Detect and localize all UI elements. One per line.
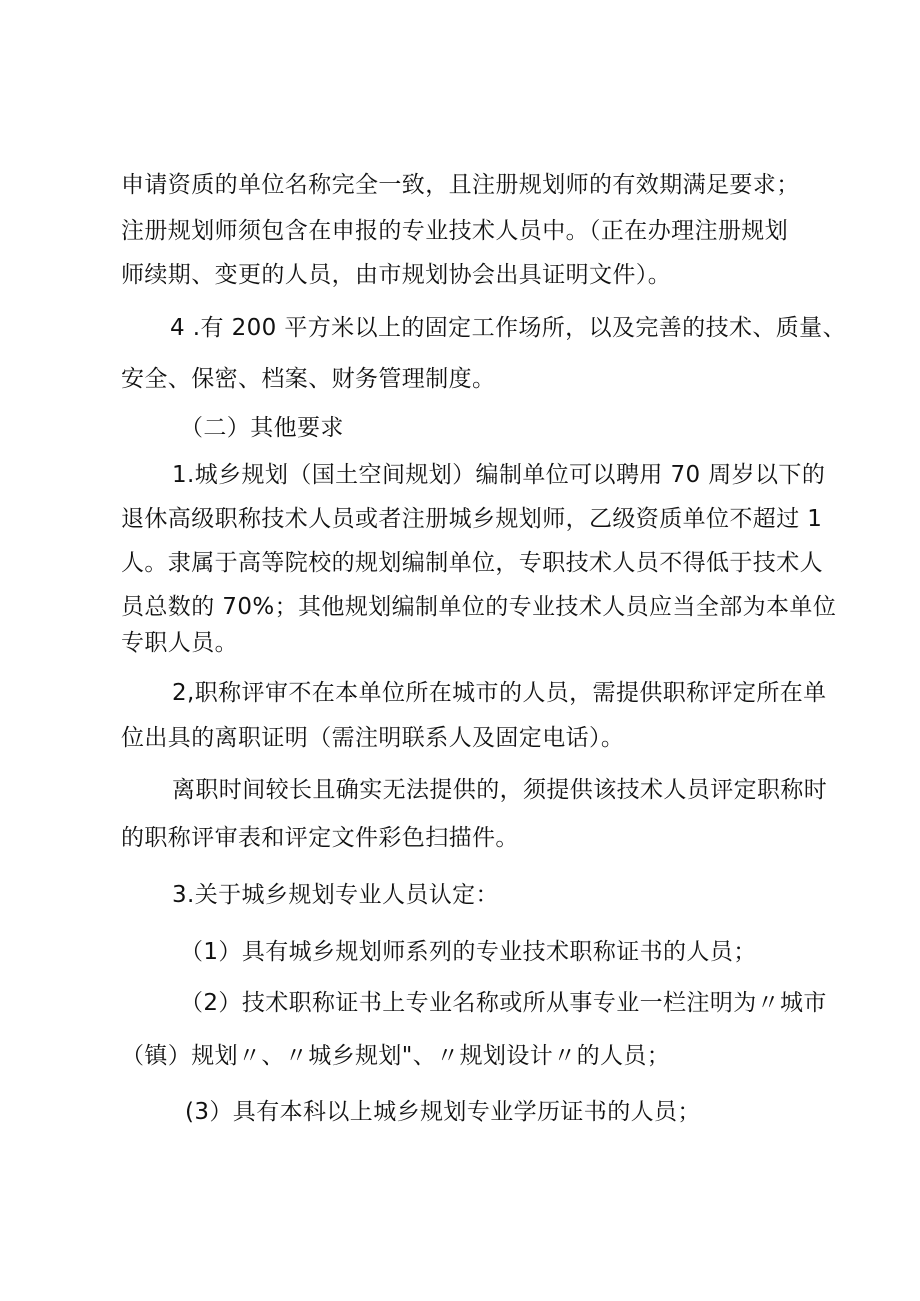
text-line: 1.城乡规划（国土空间规划）编制单位可以聘用 70 周岁以下的 bbox=[172, 462, 826, 488]
list-item: （2）技术职称证书上专业名称或所从事专业一栏注明为〃城市 bbox=[180, 990, 827, 1016]
text-line: 退休高级职称技术人员或者注册城乡规划师，乙级资质单位不超过 1 bbox=[121, 506, 823, 532]
text-line: 3.关于城乡规划专业人员认定： bbox=[172, 882, 499, 908]
text-line: 位出具的离职证明（需注明联系人及固定电话）。 bbox=[121, 725, 625, 751]
text-line: 的职称评审表和评定文件彩色扫描件。 bbox=[121, 825, 519, 851]
text-line: 4 .有 200 平方米以上的固定工作场所，以及完善的技术、质量、 bbox=[170, 315, 846, 341]
text-line: 安全、保密、档案、财务管理制度。 bbox=[121, 366, 496, 392]
list-item: (3）具有本科以上城乡规划专业学历证书的人员； bbox=[185, 1099, 701, 1125]
text-line: 师续期、变更的人员，由市规划协会出具证明文件）。 bbox=[121, 262, 672, 288]
text-line: 员总数的 70%；其他规划编制单位的专业技术人员应当全部为本单位 bbox=[121, 594, 837, 620]
text-line: 2,职称评审不在本单位所在城市的人员，需提供职称评定所在单 bbox=[172, 680, 827, 706]
text-line: 离职时间较长且确实无法提供的，须提供该技术人员评定职称时 bbox=[172, 777, 828, 803]
text-line: 申请资质的单位名称完全一致，且注册规划师的有效期满足要求； bbox=[121, 172, 800, 198]
list-item: （1）具有城乡规划师系列的专业技术职称证书的人员； bbox=[180, 939, 757, 965]
text-line: 人。隶属于高等院校的规划编制单位，专职技术人员不得低于技术人 bbox=[121, 550, 823, 576]
section-heading: （二）其他要求 bbox=[180, 415, 344, 441]
text-line: 专职人员。 bbox=[121, 630, 238, 656]
text-line: 注册规划师须包含在申报的专业技术人员中。（正在办理注册规划 bbox=[121, 218, 789, 244]
list-item-continuation: （镇）规划〃、〃城乡规划"、〃规划设计〃的人员； bbox=[121, 1043, 671, 1069]
